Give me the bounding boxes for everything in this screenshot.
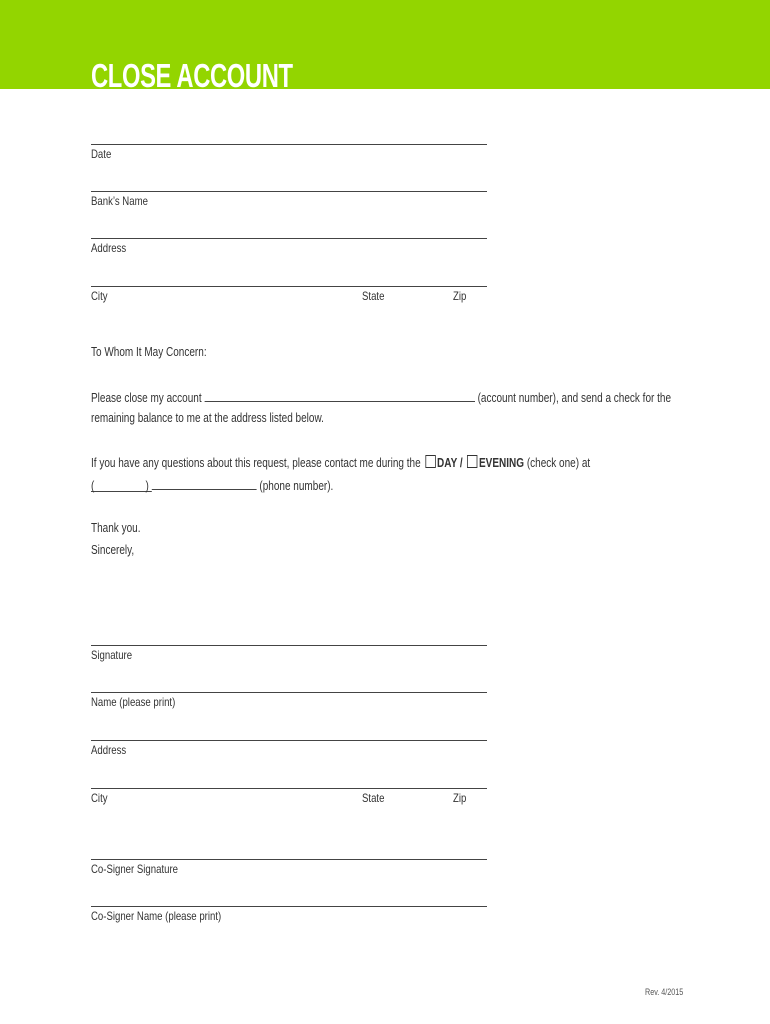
signer-address-line: [91, 740, 487, 741]
phone-close-paren: ): [145, 479, 149, 493]
bank-city-label: City: [91, 289, 108, 303]
close-suffix: (account number), and send a check for the: [477, 391, 672, 405]
cosigner-name-field[interactable]: [91, 906, 487, 926]
cosigner-name-label: Co-Signer Name (please print): [91, 909, 222, 923]
bank-address-field[interactable]: [91, 238, 487, 258]
bank-name-field[interactable]: [91, 191, 487, 211]
close-prefix: Please close my account: [91, 391, 202, 405]
close-request-line: [91, 389, 671, 406]
signer-address-field[interactable]: [91, 740, 487, 760]
name-field[interactable]: [91, 692, 487, 712]
date-label: Date: [91, 147, 112, 161]
signer-city-label: City: [91, 791, 108, 805]
name-label: Name (please print): [91, 695, 176, 709]
contact-line: [91, 455, 590, 471]
signer-address-label: Address: [91, 743, 127, 757]
phone-number-blank[interactable]: [152, 477, 257, 490]
bank-name-line: [91, 191, 487, 192]
bank-name-label: Bank’s Name: [91, 194, 148, 208]
signer-state-label: State: [362, 791, 385, 805]
contact-suffix: (check one) at: [526, 456, 591, 470]
signature-line: [91, 645, 487, 646]
bank-state-label: State: [362, 289, 385, 303]
contact-prefix: If you have any questions about this request, please contact me during the: [91, 456, 421, 470]
revision-note: Rev. 4/2015: [645, 987, 684, 997]
cosigner-signature-label: Co-Signer Signature: [91, 862, 178, 876]
account-number-blank[interactable]: [204, 389, 474, 402]
date-field[interactable]: [91, 144, 487, 164]
signature-label: Signature: [91, 648, 133, 662]
evening-checkbox[interactable]: [467, 455, 477, 468]
date-line: [91, 144, 487, 145]
evening-option-label: EVENING: [479, 456, 525, 470]
signer-zip-label: Zip: [453, 791, 467, 805]
bank-city-state-zip-field[interactable]: [91, 286, 487, 306]
bank-city-line: [91, 286, 487, 287]
day-option-label: DAY /: [437, 456, 463, 470]
bank-address-label: Address: [91, 241, 127, 255]
cosigner-name-line: [91, 906, 487, 907]
cosigner-signature-field[interactable]: [91, 859, 487, 879]
phone-open-paren: (: [91, 479, 95, 493]
signer-city-line: [91, 788, 487, 789]
phone-line: [91, 477, 333, 494]
page-title: CLOSE ACCOUNT: [91, 57, 293, 94]
phone-suffix: (phone number).: [259, 479, 334, 493]
area-code-blank[interactable]: [91, 479, 152, 492]
signer-city-state-zip-field[interactable]: [91, 788, 487, 808]
thanks-text: Thank you.: [91, 521, 141, 535]
signature-field[interactable]: [91, 645, 487, 665]
name-line: [91, 692, 487, 693]
close-request-line-2: remaining balance to me at the address listed below.: [91, 411, 324, 425]
closing-text: Sincerely,: [91, 543, 135, 557]
bank-zip-label: Zip: [453, 289, 467, 303]
day-checkbox[interactable]: [425, 455, 435, 468]
bank-address-line: [91, 238, 487, 239]
cosigner-signature-line: [91, 859, 487, 860]
salutation: To Whom It May Concern:: [91, 345, 207, 359]
